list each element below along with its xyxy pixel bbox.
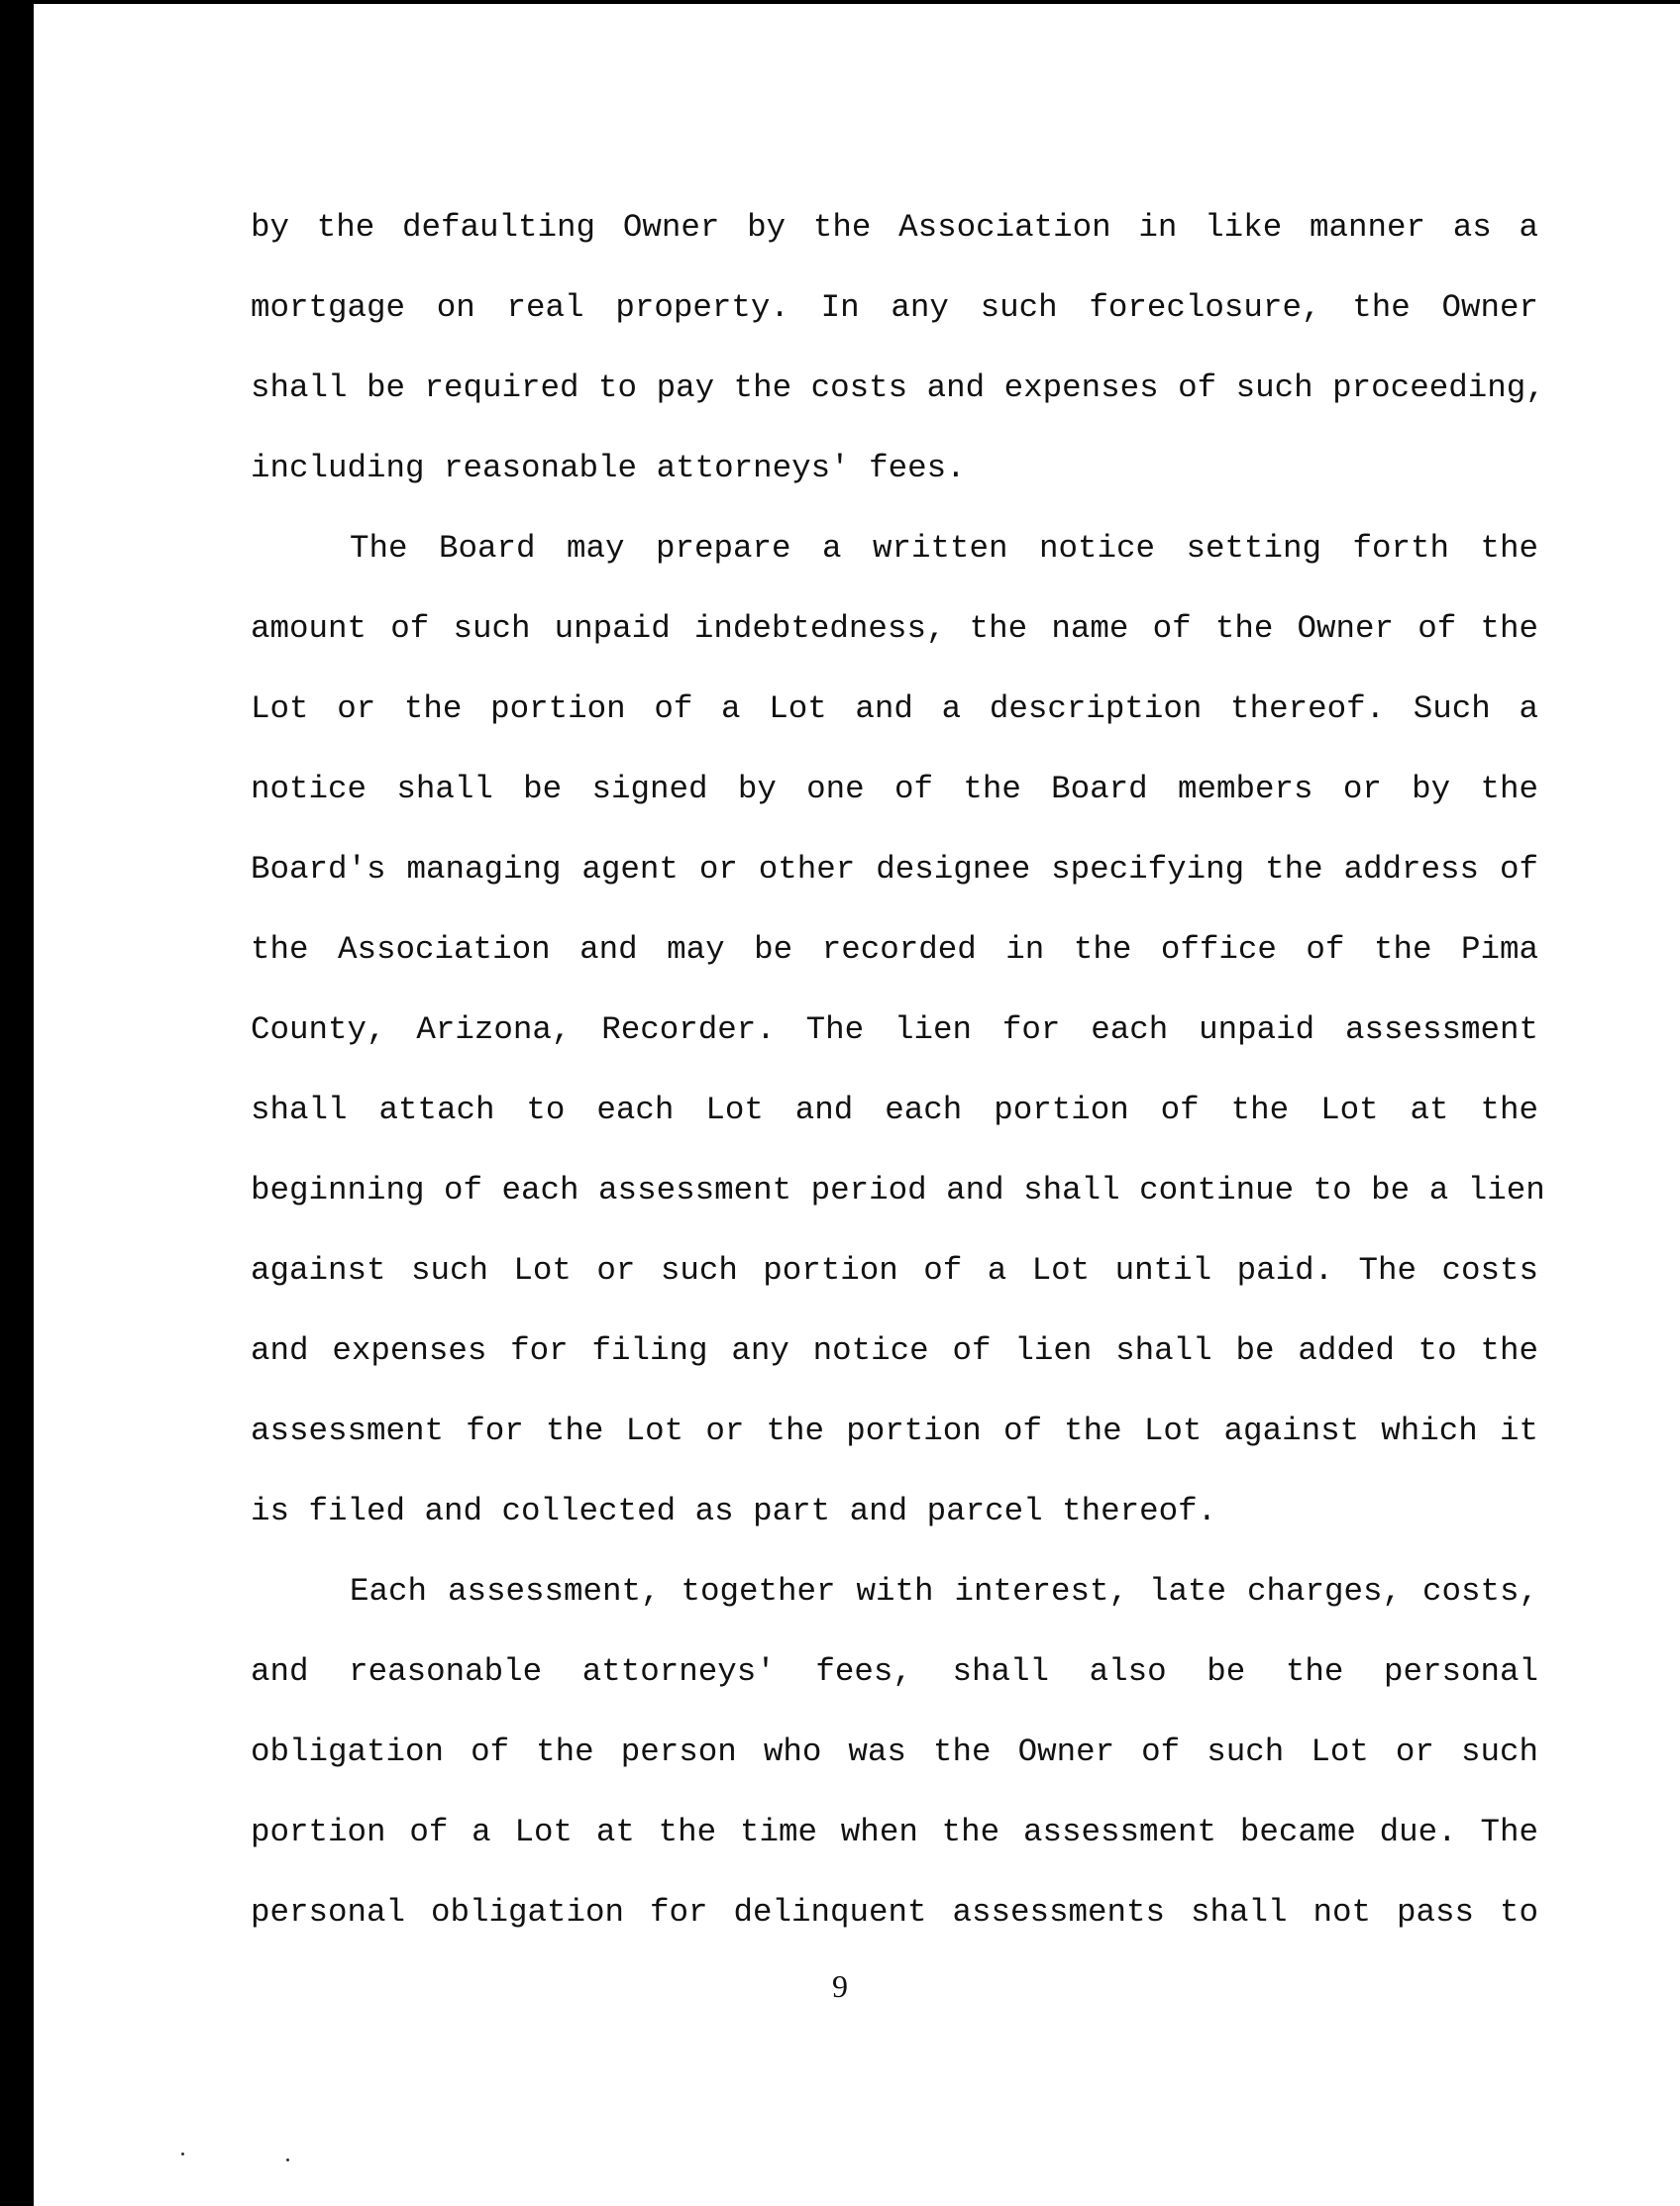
text-line: and reasonable attorneys' fees, shall also be the personal <box>251 1653 1538 1690</box>
text-line: Lot or the portion of a Lot and a description thereof. Such a <box>251 690 1538 727</box>
scan-border-top <box>0 0 1680 4</box>
text-line: beginning of each assessment period and shall continue to be a lien <box>251 1172 1545 1208</box>
text-line: shall be required to pay the costs and expenses of such proceeding, <box>251 369 1545 406</box>
text-line: assessment for the Lot or the portion of the Lot against which it <box>251 1413 1538 1449</box>
text-line: shall attach to each Lot and each portion of the Lot at the <box>251 1092 1538 1128</box>
text-line: Each assessment, together with interest, late charges, costs, <box>350 1573 1538 1610</box>
text-line: amount of such unpaid indebtedness, the name of the Owner of the <box>251 610 1538 647</box>
text-line: notice shall be signed by one of the Board members or by the <box>251 771 1538 807</box>
scan-speck <box>181 2153 184 2155</box>
text-line: against such Lot or such portion of a Lot until paid. The costs <box>251 1252 1538 1289</box>
text-line: personal obligation for delinquent assessments shall not pass to <box>251 1894 1538 1931</box>
text-line: Board's managing agent or other designee specifying the address of <box>251 851 1538 888</box>
text-line: The Board may prepare a written notice setting forth the <box>350 530 1538 567</box>
text-line: County, Arizona, Recorder. The lien for each unpaid assessment <box>251 1011 1538 1048</box>
text-line: portion of a Lot at the time when the assessment became due. The <box>251 1814 1538 1850</box>
text-line: obligation of the person who was the Owner of such Lot or such <box>251 1733 1538 1770</box>
page-number: 9 <box>832 1968 848 2004</box>
text-line: by the defaulting Owner by the Association in like manner as a <box>251 209 1538 246</box>
text-line: including reasonable attorneys' fees. <box>251 450 966 486</box>
text-line: is filed and collected as part and parcel thereof. <box>251 1493 1217 1529</box>
text-line: mortgage on real property. In any such foreclosure, the Owner <box>251 289 1538 326</box>
text-line: the Association and may be recorded in the office of the Pima <box>251 931 1538 968</box>
scan-speck <box>286 2158 289 2161</box>
scan-border-left <box>0 0 34 2206</box>
text-line: and expenses for filing any notice of lien shall be added to the <box>251 1332 1538 1369</box>
